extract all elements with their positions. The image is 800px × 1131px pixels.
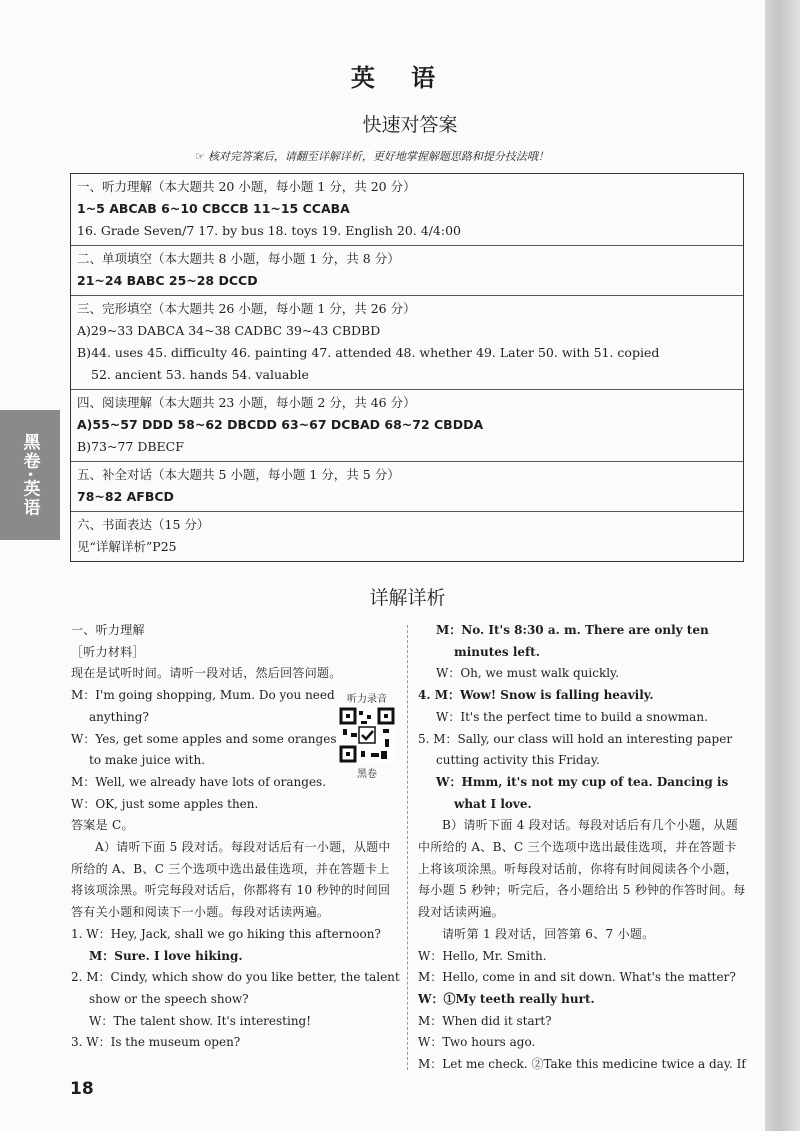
answer-line: 1~5 ABCAB 6~10 CBCCB 11~15 CCABA: [77, 201, 350, 216]
part-b-subheading: 请听第 1 段对话，回答第 6、7 小题。: [442, 926, 655, 941]
dialogue-line: 1. W：Hey, Jack, shall we go hiking this afternoon?: [71, 926, 381, 941]
answer-line: B)44. uses 45. difficulty 46. painting 47. attended 48. whether 49. Later 50. with 51. copied: [77, 345, 660, 360]
dialogue-line: 5. M：Sally, our class will hold an interesting paper cutting activity this Friday.: [418, 731, 733, 768]
section-header: 四、阅读理解（本大题共 23 小题，每小题 2 分，共 46 分）: [77, 395, 416, 410]
answer-section-dialogue: [71, 461, 743, 511]
section-heading: 一、听力理解: [71, 623, 145, 637]
page-title: 英 语: [350, 63, 450, 92]
answer-section-reading: [71, 389, 743, 461]
qr-top-label: 听力录音: [347, 694, 387, 705]
dialogue-line: M：Let me check. ②Take this medicine twice a day. If: [418, 1057, 746, 1072]
answer-line: 见“详解详析”P25: [77, 539, 177, 554]
answer-text: 答案是 C。: [71, 818, 134, 833]
dialogue-line: M：I'm going shopping, Mum. Do you need anything?: [71, 688, 335, 724]
answer-line: A)55~57 DDD 58~62 DBCDD 63~67 DCBAD 68~72 CBDDA: [77, 417, 484, 432]
qr-code-icon[interactable]: [339, 707, 395, 763]
dialogue-line: W：The talent show. It's interesting!: [89, 1013, 312, 1028]
answer-section-single-choice: [71, 245, 743, 295]
dialogue-line: M：Sure. I love hiking.: [89, 948, 243, 963]
side-tab: [0, 410, 60, 540]
answer-section-cloze: [71, 295, 743, 389]
answer-line: 16. Grade Seven/7 17. by bus 18. toys 19. English 20. 4/4:00: [77, 223, 461, 238]
dialogue-line: M：Well, we already have lots of oranges.: [71, 774, 327, 789]
dialogue-line: W：Two hours ago.: [418, 1035, 536, 1050]
answer-line: A)29~33 DABCA 34~38 CADBC 39~43 CBDBD: [77, 323, 381, 338]
answer-section-writing: [71, 511, 743, 561]
tip-text: 核对完答案后，请翻至详解详析，更好地掌握解题思路和提分技法哦！: [207, 150, 549, 163]
dialogue-line: 3. W：Is the museum open?: [71, 1035, 241, 1050]
dialogue-line: 4. M：Wow! Snow is falling heavily.: [418, 688, 654, 703]
pointing-hand-icon: ☞: [195, 150, 205, 163]
dialogue-line: W：Yes, get some apples and some oranges to make juice with.: [71, 731, 337, 768]
answer-line: 78~82 AFBCD: [77, 489, 174, 504]
left-column: [71, 620, 401, 1054]
right-column: [418, 620, 748, 1076]
dialogue-line: M：No. It's 8:30 a. m. There are only ten minutes left.: [436, 623, 709, 659]
dialogue-line: W：OK, just some apples then.: [71, 796, 259, 811]
section-header: 二、单项填空（本大题共 8 小题，每小题 1 分，共 8 分）: [77, 251, 400, 266]
answer-line: 52. ancient 53. hands 54. valuable: [91, 367, 309, 382]
column-divider: [407, 625, 408, 1070]
section-header: 三、完形填空（本大题共 26 小题，每小题 1 分，共 26 分）: [77, 301, 416, 316]
answer-line: 21~24 BABC 25~28 DCCD: [77, 273, 258, 288]
answer-line: B)73~77 DBECF: [77, 439, 184, 454]
dialogue-line: W：It's the perfect time to build a snowman.: [436, 709, 708, 724]
page-number: 18: [70, 1079, 94, 1099]
answer-box: [70, 173, 744, 562]
side-tab-label: 黑卷·英语: [19, 432, 40, 518]
intro-text: 现在是试听时间。请听一段对话，然后回答问题。: [71, 666, 342, 681]
dialogue-line: M：When did it start?: [418, 1013, 552, 1028]
qr-bottom-label: 黑卷: [357, 769, 377, 780]
material-label: ［听力材料］: [71, 644, 145, 659]
detail-title: 详解详析: [369, 587, 446, 609]
dialogue-line: W：Hello, Mr. Smith.: [418, 948, 547, 963]
tip-line: [195, 148, 635, 164]
dialogue-line: M：Hello, come in and sit down. What's the matter?: [418, 970, 736, 985]
dialogue-line: 2. M：Cindy, which show do you like better, the talent show or the speech show?: [71, 970, 400, 1006]
page-edge: [765, 0, 800, 1131]
section-header: 一、听力理解（本大题共 20 小题，每小题 1 分，共 20 分）: [77, 179, 416, 194]
page-subtitle: 快速对答案: [362, 114, 458, 136]
dialogue-line: W：Oh, we must walk quickly.: [436, 666, 620, 681]
section-header: 六、书面表达（15 分）: [77, 517, 210, 532]
part-b-instructions: B）请听下面 4 段对话。每段对话后有几个小题，从题中所给的 A、B、C 三个选项中选出最佳选项，并在答题卡上将该项涂黑。听每段对话前，你将有时间阅读各个小题，每小题 5 秒钟；听完后，各小题给出 5 秒钟的作答时间。每段对话读两遍。: [418, 818, 746, 920]
answer-section-listening: [71, 174, 743, 245]
dialogue-line: W：Hmm, it's not my cup of tea. Dancing is what I love.: [436, 774, 729, 811]
part-a-instructions: A）请听下面 5 段对话。每段对话后有一小题，从题中所给的 A、B、C 三个选项中选出最佳选项，并在答题卡上将该项涂黑。听完每段对话后，你都将有 10 秒钟的时间回答有关小题和阅读下一小题。每段对话读两遍。: [71, 840, 391, 920]
section-header: 五、补全对话（本大题共 5 小题，每小题 1 分，共 5 分）: [77, 467, 400, 482]
dialogue-line: W：①My teeth really hurt.: [418, 991, 595, 1006]
qr-block: [332, 690, 402, 780]
